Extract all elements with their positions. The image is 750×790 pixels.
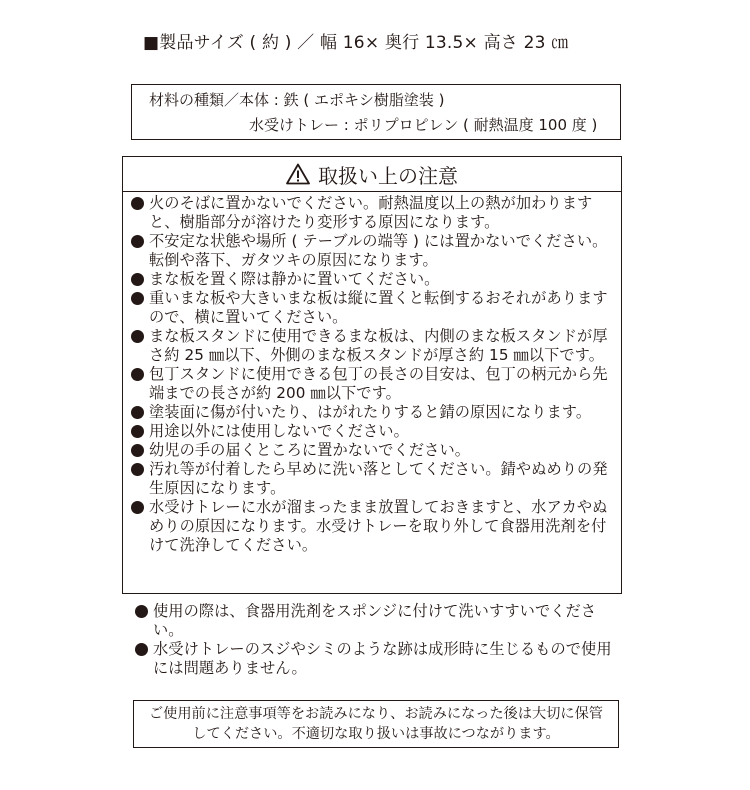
- caution-box: [122, 156, 622, 594]
- caution-item: 汚れ等が付着したら早めに洗い落としてください。錆やぬめりの発生原因になります。: [131, 460, 615, 498]
- bullet-icon: [131, 406, 144, 419]
- material-tray: 水受けトレー : ポリプロピレン ( 耐熱温度 100 度 ): [249, 116, 598, 134]
- usage-note: 水受けトレーのスジやシミのような跡は成形時に生じるもので使用には問題ありません。: [135, 640, 621, 678]
- caution-item: 水受けトレーに水が溜まったまま放置しておきますと、水アカやぬめりの原因になります。水受けトレーを取り外して食器用洗剤を付けて洗浄してください。: [131, 498, 615, 555]
- bullet-icon: [131, 501, 144, 514]
- bullet-icon: [131, 368, 144, 381]
- warning-icon: [286, 163, 310, 185]
- bullet-icon: [131, 197, 144, 210]
- bullet-icon: [131, 444, 144, 457]
- bullet-icon: [131, 273, 144, 286]
- caution-item: 不安定な状態や場所 ( テーブルの端等 ) には置かないでください。転倒や落下、ガタツキの原因になります。: [131, 232, 615, 270]
- bullet-icon: [135, 605, 148, 618]
- caution-list: [123, 192, 621, 555]
- bullet-icon: [131, 463, 144, 476]
- caution-item: 用途以外には使用しないでください。: [131, 422, 615, 441]
- caution-item: 火のそばに置かないでください。耐熱温度以上の熱が加わりますと、樹脂部分が溶けたり変形する原因になります。: [131, 194, 615, 232]
- bullet-icon: [131, 330, 144, 343]
- material-box: [131, 84, 621, 140]
- caution-item: 塗装面に傷が付いたり、はがれたりすると錆の原因になります。: [131, 403, 615, 422]
- bullet-icon: [131, 292, 144, 305]
- caution-item: まな板を置く際は静かに置いてください。: [131, 270, 615, 289]
- material-body: 材料の種類／本体 : 鉄 ( エポキシ樹脂塗装 ): [149, 91, 445, 109]
- caution-item: まな板スタンドに使用できるまな板は、内側のまな板スタンドが厚さ約 25 ㎜以下、外側のまな板スタンドが厚さ約 15 ㎜以下です。: [131, 327, 615, 365]
- caution-header: [123, 157, 621, 192]
- product-size: ■製品サイズ ( 約 ) ／ 幅 16× 奥行 13.5× 高さ 23 ㎝: [143, 33, 569, 53]
- usage-note: 使用の際は、食器用洗剤をスポンジに付けて洗いすすいでください。: [135, 602, 621, 640]
- notice-box: ご使用前に注意事項等をお読みになり、お読みになった後は大切に保管してください。不適切な取り扱いは事故につながります。: [133, 700, 619, 748]
- caution-item: 幼児の手の届くところに置かないでください。: [131, 441, 615, 460]
- usage-notes: [135, 602, 621, 678]
- caution-item: 包丁スタンドに使用できる包丁の長さの目安は、包丁の柄元から先端までの長さが約 200 ㎜以下です。: [131, 365, 615, 403]
- bullet-icon: [135, 643, 148, 656]
- bullet-icon: [131, 235, 144, 248]
- caution-item: 重いまな板や大きいまな板は縦に置くと転倒するおそれがありますので、横に置いてください。: [131, 289, 615, 327]
- caution-title: 取扱い上の注意: [318, 163, 458, 188]
- bullet-icon: [131, 425, 144, 438]
